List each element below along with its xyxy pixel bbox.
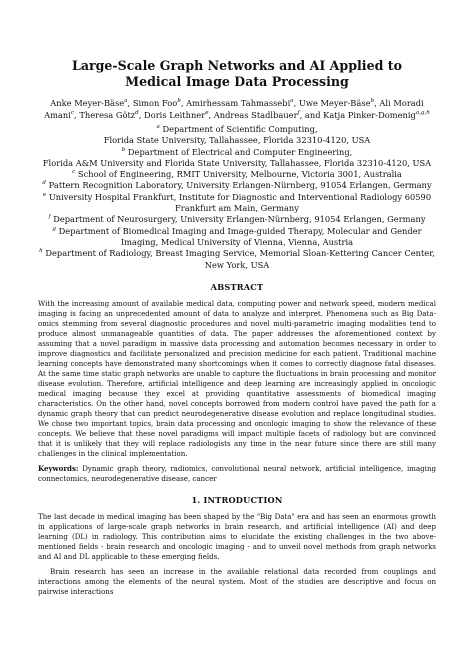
affiliation-mark: f <box>48 214 51 221</box>
affiliation-text: Florida State University, Tallahassee, Florida 32310-4120, USA <box>103 135 371 146</box>
author-affiliation-mark: e <box>205 109 209 116</box>
affiliation-text: Department of Neurosurgery, University Erlangen-Nürnberg, 91054 Erlangen, Germany <box>53 214 426 225</box>
author-affiliation-mark: b <box>370 98 375 105</box>
affiliation-mark: g <box>52 225 57 232</box>
author-affiliation-mark: a <box>124 98 128 105</box>
keywords-label: Keywords: <box>38 463 79 473</box>
abstract-heading: ABSTRACT <box>210 281 264 292</box>
author-affiliation-mark: d <box>135 109 139 116</box>
affiliation-line <box>38 203 436 214</box>
affiliation-text: New York, USA <box>204 259 270 270</box>
author-affiliation-mark: f <box>297 109 300 116</box>
affiliation-text: Department of Biomedical Imaging and Image-guided Therapy, Molecular and Gender <box>58 225 422 236</box>
affiliation-text: Imaging, Medical University of Vienna, Vienna, Austria <box>120 236 354 247</box>
paper-title: Large-Scale Graph Networks and AI Applied to Medical Image Data Processing <box>71 58 403 89</box>
abstract-text: With the increasing amount of available medical data, computing power and network speed, modern medical imaging is facing an unprecedented amount of data to analyze and interpret. Phenomena such as Big Data-omics stemming from several diagnostic procedures and novel multi-parametric imaging modalities tend to produce almost unmanageable quantities of data. The paper addresses the aforementioned context by assuming that a novel paradigm in massive data processing and automation becomes necessary in order to improve diagnostics and facilitate personalized and precision medicine for each patient. Traditional machine learning concepts have demonstrated many shortcomings when it comes to correctly diagnose fatal diseases. At the same time static graph networks are unable to capture the fluctuations in brain processing and monitor disease evolution. Therefore, artificial intelligence and deep learning are increasingly applied in oncologic medical imaging because they excel at providing quantitative assessments of biomedical imaging characteristics. On the other hand, novel concepts borrowed from modern control have paved the path for a dynamic graph theory that can predict neurodegenerative disease evolution and replace longitudinal studies. We chose two important topics, brain data processing and oncologic imaging to show the relevance of these concepts. We believe that these novel paradigms will impact multiple facets of radiology but are convinced that it is unlikely that they will replace radiologists any time in the near future since there are still many challenges in the clinical implementation. <box>38 298 436 458</box>
affiliation-line <box>38 147 436 158</box>
affiliation-line <box>38 180 436 191</box>
author-list: Anke Meyer-Bäse$^a$, Simon Foo$^b$, Amirhessam Tahmassebi$^a$, Uwe Meyer-Bäse$^b$, Ali Moradi Amani$^c$, Theresa Götz$^d$, Doris Leithner$^e$, Andreas Stadlbauer$^f$, and Katja Pinker-Domenig$^{a,g,h}$ <box>44 98 430 120</box>
affiliation-text: Department of Scientific Computing, <box>162 124 318 134</box>
author-name: Doris Leithner <box>144 109 206 120</box>
affiliation-line <box>38 158 436 169</box>
affiliation-mark: c <box>72 169 76 176</box>
affiliation-mark: d <box>42 180 47 187</box>
affiliation-text: Department of Radiology, Breast Imaging Service, Memorial Sloan-Kettering Cancer Center, <box>45 248 435 259</box>
intro-paragraph-1: The last decade in medical imaging has been shaped by the "Big Data" era and has seen an enormous growth in applications of large-scale graph networks in brain research, and artificial intelligence (AI) and deep learning (DL) in radiology. This contribution aims to elucidate the existing challenges in the two above-mentioned fields - brain research and oncologic imaging - and to unveil novel methods from graph networks and AI and DL applicable to these emerging fields. <box>38 511 436 561</box>
affiliation-list <box>38 124 436 271</box>
affiliation-line <box>38 226 436 237</box>
affiliation-text: School of Engineering, RMIT University, Melbourne, Victoria 3001, Australia <box>77 169 402 180</box>
affiliation-text: Department of Electrical and Computer Engineering, <box>127 146 353 157</box>
author-name: Ali Moradi Amani <box>44 98 424 120</box>
author-name: Uwe Meyer-Bäse <box>298 98 371 108</box>
affiliation-line <box>38 124 436 135</box>
author-name: Andreas Stadlbauer <box>213 109 298 120</box>
keywords-line <box>38 464 436 484</box>
affiliation-mark: b <box>121 146 126 153</box>
introduction-heading: 1. INTRODUCTION <box>191 494 283 505</box>
author-name: Simon Foo <box>132 98 178 108</box>
author-name: Amirhessam Tahmassebi <box>186 98 291 108</box>
affiliation-mark: e <box>42 192 47 199</box>
affiliation-line <box>38 248 436 259</box>
affiliation-line <box>38 237 436 248</box>
affiliation-text: University Hospital Frankfurt, Institute for Diagnostic and Interventional Radiology 60590 <box>48 191 432 202</box>
author-name: Katja Pinker-Domenig <box>323 109 416 120</box>
affiliation-mark: a <box>156 124 160 131</box>
affiliation-line <box>38 135 436 146</box>
author-name: Theresa Götz <box>79 109 136 120</box>
affiliation-text: Florida A&M University and Florida State University, Tallahassee, Florida 32310-4120, USA <box>42 157 432 168</box>
affiliation-line <box>38 192 436 203</box>
author-affiliation-mark: a,g,h <box>415 109 430 116</box>
affiliation-text: Pattern Recognition Laboratory, University Erlangen-Nürnberg, 91054 Erlangen, Germany <box>48 180 432 191</box>
author-affiliation-mark: c <box>70 109 75 116</box>
affiliation-line <box>38 260 436 271</box>
affiliation-mark: h <box>39 248 43 255</box>
author-affiliation-mark: a <box>290 98 294 105</box>
affiliation-text: Frankfurt am Main, Germany <box>175 203 299 214</box>
affiliation-line <box>38 214 436 225</box>
affiliation-line <box>38 169 436 180</box>
author-affiliation-mark: b <box>177 98 181 105</box>
keywords-text: Dynamic graph theory, radiomics, convolutional neural network, artificial intelligence, imaging connectomics, neurodegenerative disease, cancer <box>38 463 436 483</box>
intro-paragraph-2: Brain research has seen an increase in the available relational data recorded from couplings and interactions among the elements of the neural system. Most of the studies are descriptive and focus on pairwise interactions <box>38 566 436 596</box>
author-name: Anke Meyer-Bäse <box>50 98 125 108</box>
